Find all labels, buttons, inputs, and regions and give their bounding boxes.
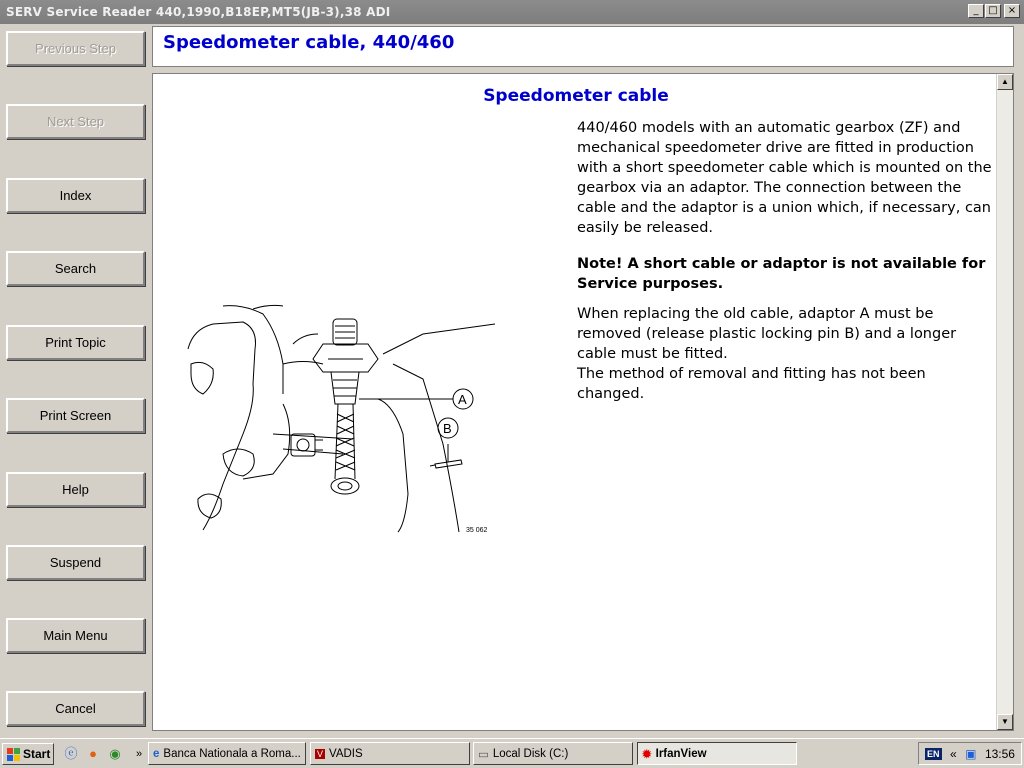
index-button[interactable]: Index: [6, 178, 145, 213]
task-vadis[interactable]: [310, 742, 470, 765]
close-button[interactable]: ×: [1004, 4, 1020, 18]
topic-header: [152, 26, 1014, 67]
label-b: B: [443, 421, 452, 436]
clock[interactable]: 13:56: [984, 746, 1015, 761]
section-heading: Speedometer cable: [483, 86, 669, 106]
drive-icon: ▭: [478, 748, 489, 761]
illustration-svg: [183, 304, 495, 536]
cancel-button[interactable]: Cancel: [6, 691, 145, 726]
scroll-up-icon[interactable]: ▲: [997, 74, 1013, 90]
windows-logo-icon: [7, 748, 20, 761]
paragraph-1: 440/460 models with an automatic gearbox (ZF) and mechanical speedometer drive are fitted in production with a short speedometer cable which is mounted on the gearbox via an adaptor. The connection between the cable and the adaptor is a union which, if necessary, can easily be released.: [577, 120, 992, 236]
print-topic-button[interactable]: Print Topic: [6, 325, 145, 360]
suspend-button[interactable]: Suspend: [6, 545, 145, 580]
irfanview-icon: ✹: [642, 748, 652, 761]
title-bar[interactable]: [0, 0, 1024, 24]
paragraph-3: The method of removal and fitting has not been changed.: [577, 366, 926, 402]
task-irfanview[interactable]: [637, 742, 797, 765]
ie-quicklaunch-icon[interactable]: ⓔ: [64, 746, 78, 761]
quicklaunch-more-icon[interactable]: »: [135, 748, 143, 760]
scroll-down-icon[interactable]: ▼: [997, 714, 1013, 730]
task-label: Local Disk (C:): [492, 747, 569, 760]
label-a: A: [458, 392, 467, 407]
help-button[interactable]: Help: [6, 472, 145, 507]
task-banca-nationala[interactable]: [148, 742, 306, 765]
task-label: VADIS: [329, 747, 363, 760]
taskbar: [0, 738, 1024, 768]
paragraph-2: When replacing the old cable, adaptor A must be removed (release plastic locking pin B) and a longer cable must be fitted.: [577, 306, 957, 362]
speedometer-cable-illustration: [183, 304, 495, 536]
print-screen-button[interactable]: Print Screen: [6, 398, 145, 433]
app-quicklaunch-icon[interactable]: ◉: [109, 746, 121, 761]
ie-icon: e: [153, 747, 160, 760]
search-button[interactable]: Search: [6, 251, 145, 286]
main-menu-button[interactable]: Main Menu: [6, 618, 145, 653]
window-controls: [968, 4, 1020, 18]
system-tray: [918, 742, 1022, 765]
note-paragraph: Note! A short cable or adaptor is not available for Service purposes.: [577, 256, 986, 292]
firefox-quicklaunch-icon[interactable]: ●: [89, 746, 97, 761]
task-label: IrfanView: [655, 747, 707, 760]
sidebar: [0, 24, 152, 736]
figure-code: 35 062: [466, 527, 488, 534]
next-step-button[interactable]: Next Step: [6, 104, 145, 139]
page-title: Speedometer cable, 440/460: [163, 32, 455, 53]
tray-expand-icon[interactable]: «: [949, 746, 957, 761]
previous-step-button[interactable]: Previous Step: [6, 31, 145, 66]
vadis-icon: V: [317, 748, 324, 759]
topic-content: [152, 73, 1014, 731]
task-local-disk[interactable]: [473, 742, 633, 765]
start-button[interactable]: [2, 743, 54, 765]
vertical-scrollbar[interactable]: [996, 74, 1013, 730]
window-title: SERV Service Reader 440,1990,B18EP,MT5(JB-3),38 ADI: [6, 5, 391, 19]
task-label: Banca Nationala a Roma...: [163, 747, 301, 760]
minimize-button[interactable]: _: [968, 4, 984, 18]
topic-text: [577, 118, 997, 404]
start-label: Start: [23, 747, 51, 761]
maximize-button[interactable]: □: [985, 4, 1001, 18]
language-indicator[interactable]: EN: [927, 748, 940, 759]
network-icon[interactable]: ▣: [965, 746, 977, 761]
